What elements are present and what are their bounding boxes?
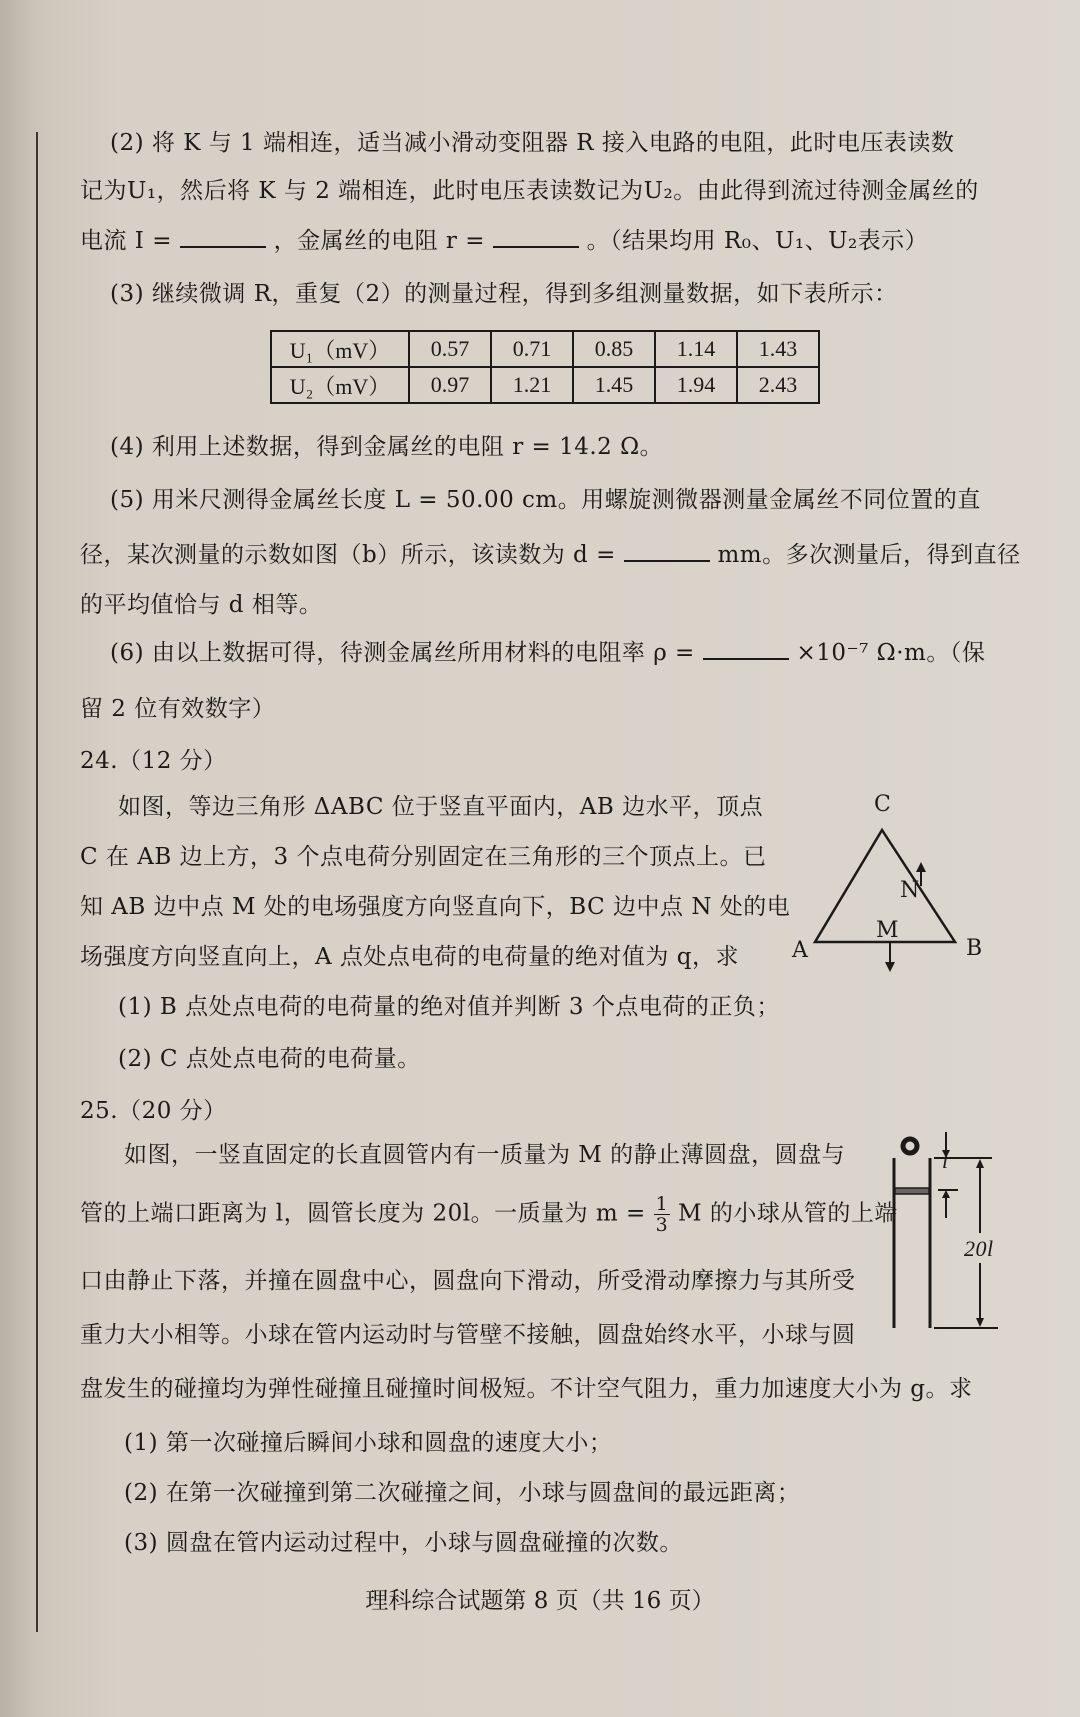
q25-line2-b: M 的小球从管的上端 — [678, 1200, 898, 1227]
q23-p2-line2: 记为U₁，然后将 K 与 2 端相连，此时电压表读数记为U₂。由此得到流过待测金属丝的 — [80, 178, 979, 204]
vertex-label-a: A — [792, 938, 809, 963]
table-cell: 1.94 — [655, 367, 737, 403]
voltage-data-table — [270, 330, 820, 404]
row-header: U₂（mV） — [271, 367, 409, 403]
answer-blank-diameter[interactable] — [624, 542, 710, 562]
table-cell: 1.14 — [655, 331, 737, 367]
q23-p2-line1: (2) 将 K 与 1 端相连，适当减小滑动变阻器 R 接入电路的电阻，此时电压表读数 — [110, 130, 955, 156]
gap-label-l: l — [942, 1148, 949, 1173]
resistance-label: ，金属丝的电阻 r = — [273, 228, 485, 254]
q23-p4: (4) 利用上述数据，得到金属丝的电阻 r = 14.2 Ω。 — [110, 434, 664, 460]
q25-line1: 如图，一竖直固定的长直圆管内有一质量为 M 的静止薄圆盘，圆盘与 — [124, 1142, 846, 1168]
diameter-label: 径，某次测量的示数如图（b）所示，该读数为 d = — [80, 542, 616, 568]
q23-p5-line3: 的平均值恰与 d 相等。 — [80, 592, 323, 618]
margin-rule — [36, 132, 38, 1632]
table-cell: 2.43 — [737, 367, 819, 403]
fraction — [654, 1194, 671, 1235]
q24-body-line1: 如图，等边三角形 ΔABC 位于竖直平面内，AB 边水平，顶点 — [118, 794, 764, 820]
q25-line5: 盘发生的碰撞均为弹性碰撞且碰撞时间极短。不计空气阻力，重力加速度大小为 g。求 — [80, 1376, 973, 1402]
q25-line4: 重力大小相等。小球在管内运动时与管壁不接触，圆盘始终水平，小球与圆 — [80, 1322, 856, 1348]
table-cell: 1.43 — [737, 331, 819, 367]
midpoint-label-m: M — [876, 918, 900, 943]
resistivity-unit: ×10⁻⁷ Ω·m。（保 — [796, 640, 986, 666]
q25-sub2: (2) 在第一次碰撞到第二次碰撞之间，小球与圆盘间的最远距离； — [124, 1480, 801, 1506]
table-cell: 0.97 — [409, 367, 491, 403]
fraction-numerator: 1 — [655, 1193, 669, 1215]
q24-body-line2: C 在 AB 边上方，3 个点电荷分别固定在三角形的三个顶点上。已 — [80, 844, 767, 870]
q24-sub1: (1) B 点处点电荷的电荷量的绝对值并判断 3 个点电荷的正负； — [118, 994, 780, 1020]
resistivity-label: (6) 由以上数据可得，待测金属丝所用材料的电阻率 ρ = — [110, 640, 695, 666]
answer-blank-resistivity[interactable] — [703, 640, 789, 660]
table-row — [271, 331, 819, 367]
vertex-label-c: C — [874, 792, 892, 817]
q25-line2 — [80, 1194, 898, 1235]
fraction-denominator: 3 — [655, 1214, 669, 1236]
midpoint-label-n: N — [900, 878, 920, 903]
answer-blank-resistance[interactable] — [493, 228, 579, 248]
table-row — [271, 367, 819, 403]
q25-line3: 口由静止下落，并撞在圆盘中心，圆盘向下滑动，所受滑动摩擦力与其所受 — [80, 1268, 856, 1294]
table-cell: 0.85 — [573, 331, 655, 367]
q25-line2-a: 管的上端口距离为 l，圆管长度为 20l。一质量为 m = — [80, 1200, 646, 1227]
q23-p2-line3 — [80, 222, 928, 255]
table-cell: 1.21 — [491, 367, 573, 403]
q25-header: 25.（20 分） — [80, 1098, 227, 1124]
current-label: 电流 I = — [80, 228, 172, 254]
table-cell: 1.45 — [573, 367, 655, 403]
page-footer: 理科综合试题第 8 页（共 16 页） — [365, 1588, 715, 1614]
result-note: 。（结果均用 R₀、U₁、U₂表示） — [586, 228, 929, 254]
q24-body-line3: 知 AB 边中点 M 处的电场强度方向竖直向下，BC 边中点 N 处的电 — [80, 894, 791, 920]
q24-sub2: (2) C 点处点电荷的电荷量。 — [118, 1046, 421, 1072]
table-cell: 0.57 — [409, 331, 491, 367]
q23-p5-line2 — [80, 536, 1021, 569]
q23-p6-line1 — [110, 634, 985, 667]
row-header: U₁（mV） — [271, 331, 409, 367]
q25-sub3: (3) 圆盘在管内运动过程中，小球与圆盘碰撞的次数。 — [124, 1530, 683, 1556]
answer-blank-current[interactable] — [180, 228, 266, 248]
q23-p6-line2: 留 2 位有效数字） — [80, 696, 276, 722]
length-label-20l: 20l — [964, 1236, 994, 1261]
q23-p3-text: (3) 继续微调 R，重复（2）的测量过程，得到多组测量数据，如下表所示： — [110, 281, 898, 307]
table-cell: 0.71 — [491, 331, 573, 367]
q24-header: 24.（12 分） — [80, 748, 227, 774]
q23-p5-line1: (5) 用米尺测得金属丝长度 L = 50.00 cm。用螺旋测微器测量金属丝不同位置的直 — [110, 487, 981, 513]
vertex-label-b: B — [966, 936, 983, 961]
diameter-unit: mm。多次测量后，得到直径 — [717, 542, 1021, 568]
q24-body-line4: 场强度方向竖直向上，A 点处点电荷的电荷量的绝对值为 q，求 — [80, 944, 739, 970]
q25-sub1: (1) 第一次碰撞后瞬间小球和圆盘的速度大小； — [124, 1430, 613, 1456]
